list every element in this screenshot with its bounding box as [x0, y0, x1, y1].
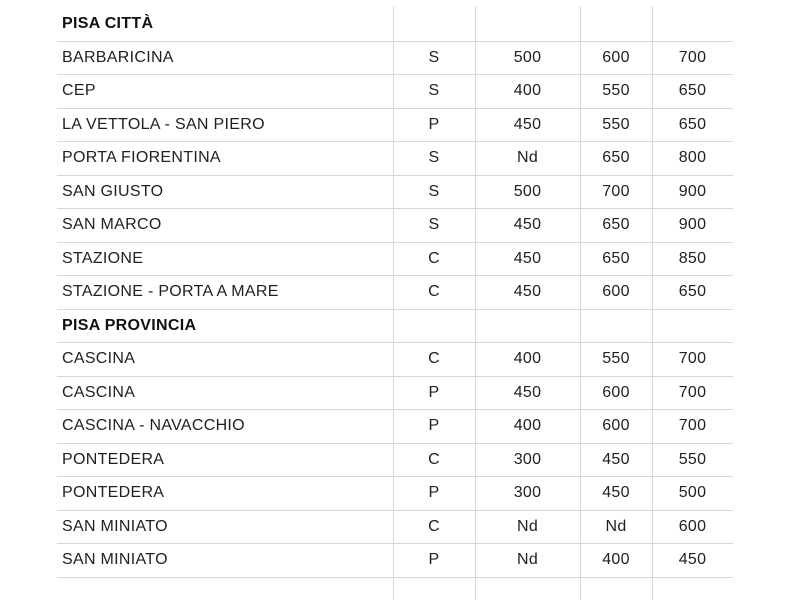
value1-cell[interactable]: 400	[513, 82, 542, 100]
code-cell[interactable]: C	[428, 450, 440, 468]
value3-cell[interactable]	[652, 310, 733, 343]
value2-cell[interactable]: 400	[602, 551, 630, 569]
zone-name-cell[interactable]: CASCINA	[62, 383, 136, 401]
code-cell[interactable]: P	[428, 417, 440, 435]
table-row	[57, 109, 733, 143]
value1-cell[interactable]: 450	[513, 115, 542, 133]
zone-name-cell[interactable]: PONTEDERA	[62, 484, 165, 502]
code-cell[interactable]: S	[428, 48, 440, 66]
zone-name-cell[interactable]: STAZIONE	[62, 249, 144, 267]
code-cell[interactable]: P	[428, 551, 440, 569]
value3-cell[interactable]: 600	[678, 517, 707, 535]
table-row	[57, 142, 733, 176]
table-row	[57, 343, 733, 377]
value3-cell[interactable]: 800	[678, 149, 707, 167]
zone-name-cell[interactable]: LA VETTOLA - SAN PIERO	[62, 115, 265, 133]
value1-cell[interactable]: 300	[513, 484, 542, 502]
value2-cell[interactable]	[580, 8, 652, 41]
code-cell[interactable]: C	[428, 350, 440, 368]
table-row	[57, 544, 733, 578]
value1-cell[interactable]: 450	[513, 249, 542, 267]
value3-cell[interactable]: 900	[678, 182, 707, 200]
value1-cell[interactable]: Nd	[516, 149, 539, 167]
table-row	[57, 377, 733, 411]
zone-name-cell[interactable]: SAN MINIATO	[62, 551, 168, 569]
zone-name-cell[interactable]: PORTA FIORENTINA	[62, 149, 221, 167]
code-cell[interactable]: P	[428, 383, 440, 401]
value2-cell[interactable]: 600	[602, 48, 630, 66]
value2-cell[interactable]: Nd	[605, 517, 627, 535]
value3-cell[interactable]: 700	[678, 383, 707, 401]
value1-cell[interactable]: 500	[513, 48, 542, 66]
value3-cell[interactable]	[652, 8, 733, 41]
value2-cell[interactable]: 550	[602, 82, 630, 100]
zone-name-cell[interactable]: SAN MARCO	[62, 216, 162, 234]
table-row	[57, 8, 733, 42]
value2-cell[interactable]: 650	[602, 149, 630, 167]
zone-name-cell[interactable]: PISA PROVINCIA	[62, 316, 197, 334]
code-cell[interactable]	[393, 8, 475, 41]
zone-name-cell[interactable]: CASCINA	[62, 350, 136, 368]
code-cell[interactable]: P	[428, 484, 440, 502]
table-row	[57, 75, 733, 109]
value3-cell[interactable]: 450	[678, 551, 707, 569]
table-row	[57, 477, 733, 511]
value1-cell[interactable]	[475, 8, 580, 41]
zone-name-cell[interactable]: CEP	[62, 82, 96, 100]
zone-name-cell[interactable]: SAN GIUSTO	[62, 182, 164, 200]
code-cell[interactable]: S	[428, 149, 440, 167]
value2-cell[interactable]: 450	[602, 450, 630, 468]
code-cell[interactable]	[393, 310, 475, 343]
code-cell[interactable]: S	[428, 82, 440, 100]
value3-cell[interactable]: 700	[678, 350, 707, 368]
value1-cell[interactable]: 450	[513, 216, 542, 234]
value3-cell[interactable]: 900	[678, 216, 707, 234]
value1-cell[interactable]: 450	[513, 383, 542, 401]
code-cell[interactable]: C	[428, 517, 440, 535]
value2-cell[interactable]	[580, 310, 652, 343]
value2-cell[interactable]: 650	[602, 216, 630, 234]
value3-cell[interactable]: 500	[678, 484, 707, 502]
value2-cell[interactable]: 550	[602, 115, 630, 133]
value3-cell[interactable]: 650	[678, 82, 707, 100]
zone-name-cell[interactable]: PONTEDERA	[62, 450, 165, 468]
table-row	[57, 310, 733, 344]
code-cell[interactable]: C	[428, 249, 440, 267]
table-row	[57, 444, 733, 478]
table-row	[57, 42, 733, 76]
table-row	[57, 276, 733, 310]
value1-cell[interactable]: Nd	[516, 551, 539, 569]
value1-cell[interactable]: 300	[513, 450, 542, 468]
zone-name-cell[interactable]: PISA CITTÀ	[62, 15, 154, 33]
value3-cell[interactable]: 700	[678, 417, 707, 435]
code-cell[interactable]: P	[428, 115, 440, 133]
table-row	[57, 410, 733, 444]
value2-cell[interactable]: 550	[602, 350, 630, 368]
value1-cell[interactable]: 450	[513, 283, 542, 301]
value2-cell[interactable]: 600	[602, 283, 630, 301]
value3-cell[interactable]: 850	[678, 249, 707, 267]
value1-cell[interactable]: 500	[513, 182, 542, 200]
table-row	[57, 209, 733, 243]
table-row	[57, 243, 733, 277]
code-cell[interactable]: S	[428, 182, 440, 200]
table-row	[57, 176, 733, 210]
value2-cell[interactable]: 700	[602, 182, 630, 200]
value2-cell[interactable]: 600	[602, 417, 630, 435]
table-row	[57, 511, 733, 545]
value2-cell[interactable]: 600	[602, 383, 630, 401]
zone-name-cell[interactable]: SAN MINIATO	[62, 517, 168, 535]
value1-cell[interactable]: 400	[513, 417, 542, 435]
value2-cell[interactable]: 650	[602, 249, 630, 267]
zone-name-cell[interactable]: STAZIONE - PORTA A MARE	[62, 283, 279, 301]
code-cell[interactable]: S	[428, 216, 440, 234]
price-table-body	[57, 8, 733, 578]
value1-cell[interactable]: 400	[513, 350, 542, 368]
value2-cell[interactable]: 450	[602, 484, 630, 502]
zone-name-cell[interactable]: BARBARICINA	[62, 48, 174, 66]
code-cell[interactable]: C	[428, 283, 440, 301]
value1-cell[interactable]: Nd	[516, 517, 539, 535]
value3-cell[interactable]: 700	[678, 48, 707, 66]
value1-cell[interactable]	[475, 310, 580, 343]
zone-name-cell[interactable]: CASCINA - NAVACCHIO	[62, 417, 245, 435]
value3-cell[interactable]: 650	[678, 283, 707, 301]
value3-cell[interactable]: 550	[678, 450, 707, 468]
value3-cell[interactable]: 650	[678, 115, 707, 133]
